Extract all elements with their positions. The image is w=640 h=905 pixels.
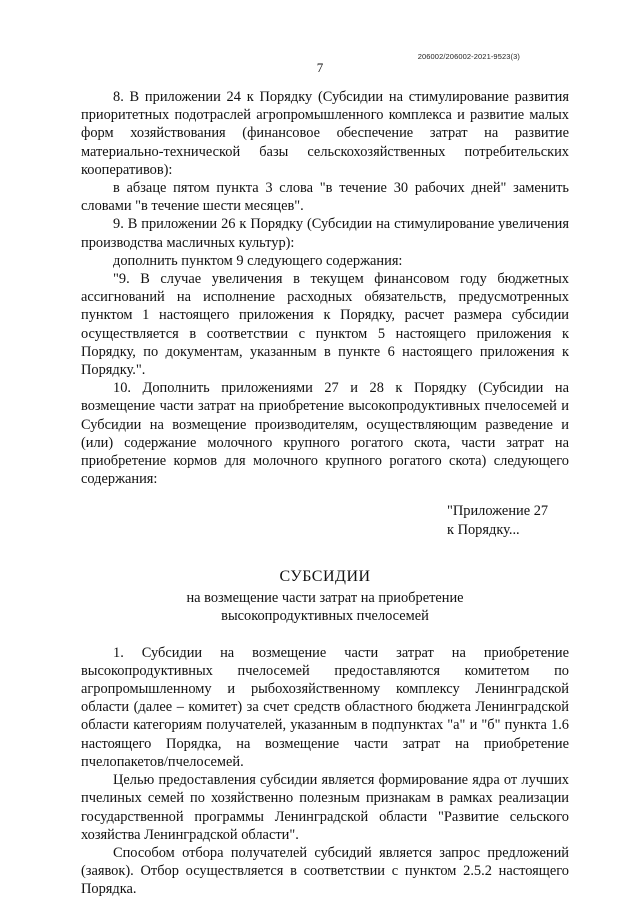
document-body: [81, 88, 569, 899]
section-title: СУБСИДИИ: [279, 568, 371, 586]
paragraph-item-8: 8. В приложении 24 к Порядку (Субсидии на стимулирование развития приоритетных подотраслей агропромышленного комплекса и развитие малых форм хозяйствования (финансовое обеспечение затрат на развитие материально-технической базы сельскохозяйственных потребительских кооперативов):: [81, 89, 569, 178]
appendix-reference: [447, 502, 569, 540]
paragraph-subsidy-goal: Целью предоставления субсидии является формирование ядра от лучших пчелиных семей по хозяйственно полезным признакам в рамках реализации государственной программы Ленинградской области "Развитие сельского хозяйства Ленинградской области".: [81, 772, 569, 843]
paragraph-addition-note: дополнить пунктом 9 следующего содержания:: [113, 252, 403, 269]
paragraph-amendment-1: в абзаце пятом пункта 3 слова "в течение 30 рабочих дней" заменить словами "в течение шести месяцев".: [81, 180, 569, 215]
section-subtitle: [81, 589, 569, 626]
paragraph-item-9: 9. В приложении 26 к Порядку (Субсидии на стимулирование увеличения производства масличных культур):: [81, 216, 569, 251]
appendix-reference-line-1: "Приложение 27: [447, 503, 549, 520]
subsidy-rules: [81, 644, 569, 899]
page-number: 7: [316, 60, 324, 75]
appendix-reference-line-2: к Порядку...: [447, 522, 520, 539]
paragraph-subsidy-1: 1. Субсидии на возмещение части затрат на приобретение высокопродуктивных пчелосемей предоставляются комитетом по агропромышленному и рыбохозяйственному комплексу Ленинградской области (далее – комитет) за счет средств областного бюджета Ленинградской области категориям получателей, указанным в подпунктах "а" и "б" пункта 1.6 настоящего Порядка, на возмещение части затрат на приобретение пчелопакетов/пчелосемей.: [81, 644, 569, 770]
paragraph-quoted-point-9: "9. В случае увеличения в текущем финансовом году бюджетных ассигнований на исполнение расходных обязательств, предусмотренных пунктом 1 настоящего приложения к Порядку, расчет размера субсидии осуществляется в соответствии с пунктом 5 настоящего приложения к Порядку, по документам, указанным в пункте 6 настоящего приложения к Порядку.".: [81, 271, 569, 379]
paragraph-item-10: 10. Дополнить приложениями 27 и 28 к Порядку (Субсидии на возмещение части затрат на приобретение высокопродуктивных пчелосемей и Субсидии на возмещение производителям, осуществляющим разведение и (или) содержание молочного крупного рогатого скота, части затрат на приобретение кормов для молочного крупного рогатого скота) следующего содержания:: [81, 380, 569, 488]
document-id: 206002/206002-2021-9523(3): [417, 52, 520, 61]
paragraph-selection-method: Способом отбора получателей субсидий является запрос предложений (заявок). Отбор осуществляется в соответствии с пунктом 2.5.2 настоящего Порядка.: [81, 844, 569, 898]
section-subtitle-line-1: на возмещение части затрат на приобретение: [186, 589, 464, 606]
section-subtitle-line-2: высокопродуктивных пчелосемей: [221, 608, 429, 625]
